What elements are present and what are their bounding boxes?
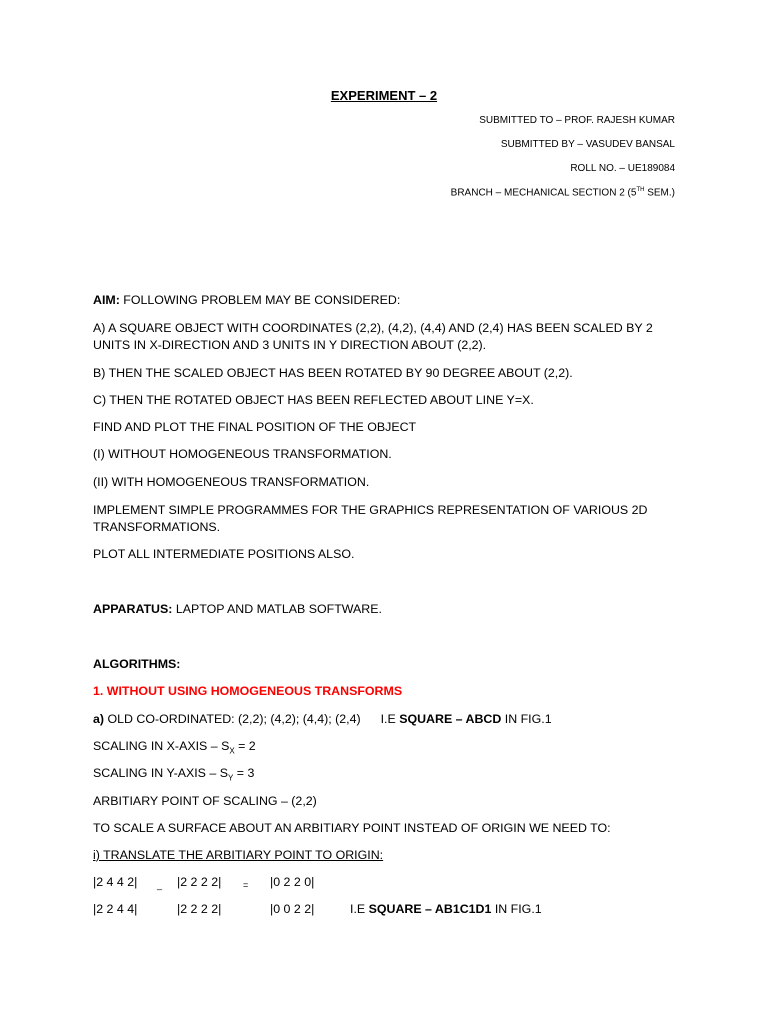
arbitrary-point-line: ARBITIARY POINT OF SCALING – (2,2) bbox=[93, 794, 317, 808]
roll-number: ROLL NO. – UE189084 bbox=[570, 163, 675, 174]
submitted-to: SUBMITTED TO – PROF. RAJESH KUMAR bbox=[479, 115, 675, 126]
branch-text: BRANCH – MECHANICAL SECTION 2 (5 bbox=[450, 187, 637, 199]
matrix-2-row-2: |2 2 2 2| bbox=[177, 902, 222, 916]
aim-item-a: A) A SQUARE OBJECT WITH COORDINATES (2,2), (4,2), (4,4) AND (2,4) HAS BEEN SCALED BY 2 UNITS IN X-DIRECTION AND 3 UNITS IN Y DIRECTION ABOUT (2,2). bbox=[93, 321, 653, 352]
aim-line bbox=[93, 292, 400, 309]
scaling-x-line bbox=[93, 738, 256, 759]
branch bbox=[451, 187, 675, 198]
fig-ref: IN FIG.1 bbox=[501, 712, 552, 726]
branch-suffix: SEM.) bbox=[644, 187, 675, 199]
scaling-y-line bbox=[93, 765, 254, 786]
minus-operator: _ bbox=[157, 880, 163, 890]
apparatus-line bbox=[93, 601, 382, 618]
ie-text: I.E bbox=[380, 712, 400, 726]
apparatus-text: LAPTOP AND MATLAB SOFTWARE. bbox=[172, 602, 382, 616]
aim-label: AIM: bbox=[93, 293, 120, 307]
aim-option-ii: (II) WITH HOMOGENEOUS TRANSFORMATION. bbox=[93, 475, 370, 489]
scaling-x-text: SCALING IN X-AXIS – S bbox=[93, 739, 230, 753]
square-label: SQUARE – ABCD bbox=[399, 712, 502, 726]
scaling-x-sub: X bbox=[229, 746, 235, 756]
aim-implement: IMPLEMENT SIMPLE PROGRAMMES FOR THE GRAPHICS REPRESENTATION OF VARIOUS 2D TRANSFORMATIONS. bbox=[93, 503, 648, 534]
aim-plot: PLOT ALL INTERMEDIATE POSITIONS ALSO. bbox=[93, 547, 355, 561]
section-heading-without-homogeneous: 1. WITHOUT USING HOMOGENEOUS TRANSFORMS bbox=[93, 684, 403, 698]
to-scale-line: TO SCALE A SURFACE ABOUT AN ARBITIARY POINT INSTEAD OF ORIGIN WE NEED TO: bbox=[93, 821, 611, 835]
step-i-heading: i) TRANSLATE THE ARBITIARY POINT TO ORIGIN: bbox=[93, 848, 384, 862]
matrix-3-row-1: |0 2 2 0| bbox=[270, 875, 315, 889]
matrix-2-row-1: |2 2 2 2| bbox=[177, 875, 222, 889]
old-coordinates-text: OLD CO-ORDINATED: (2,2); (4,2); (4,4); (2,4) bbox=[104, 712, 361, 726]
scaling-y-value: = 3 bbox=[233, 766, 255, 780]
aim-text: FOLLOWING PROBLEM MAY BE CONSIDERED: bbox=[119, 293, 401, 307]
old-coordinates-line bbox=[93, 711, 552, 728]
algorithms-label: ALGORITHMS: bbox=[93, 657, 181, 671]
ie-text-2: I.E bbox=[350, 902, 369, 916]
branch-superscript: TH bbox=[636, 187, 645, 193]
algorithms-heading bbox=[93, 656, 180, 673]
submitted-by: SUBMITTED BY – VASUDEV BANSAL bbox=[500, 139, 675, 150]
scaling-y-sub: Y bbox=[227, 773, 234, 783]
fig-ref-2: IN FIG.1 bbox=[491, 902, 542, 916]
aim-option-i: (I) WITHOUT HOMOGENEOUS TRANSFORMATION. bbox=[93, 447, 392, 461]
square-label-2: SQUARE – AB1C1D1 bbox=[368, 902, 492, 916]
scaling-x-value: = 2 bbox=[234, 739, 256, 753]
equals-operator: = bbox=[243, 880, 249, 890]
scaling-y-text: SCALING IN Y-AXIS – S bbox=[93, 766, 228, 780]
aim-find: FIND AND PLOT THE FINAL POSITION OF THE OBJECT bbox=[93, 420, 417, 434]
item-a-label: a) bbox=[93, 712, 105, 726]
matrix-3-row-2: |0 0 2 2| bbox=[270, 902, 315, 916]
page-title: EXPERIMENT – 2 bbox=[330, 88, 438, 103]
apparatus-label: APPARATUS: bbox=[93, 602, 173, 616]
matrix-1-row-1: |2 4 4 2| bbox=[93, 875, 138, 889]
aim-item-b: B) THEN THE SCALED OBJECT HAS BEEN ROTATED BY 90 DEGREE ABOUT (2,2). bbox=[93, 366, 573, 380]
matrix-1-row-2: |2 2 4 4| bbox=[93, 902, 138, 916]
aim-item-c: C) THEN THE ROTATED OBJECT HAS BEEN REFLECTED ABOUT LINE Y=X. bbox=[93, 393, 534, 407]
matrix-result-label bbox=[350, 902, 542, 916]
